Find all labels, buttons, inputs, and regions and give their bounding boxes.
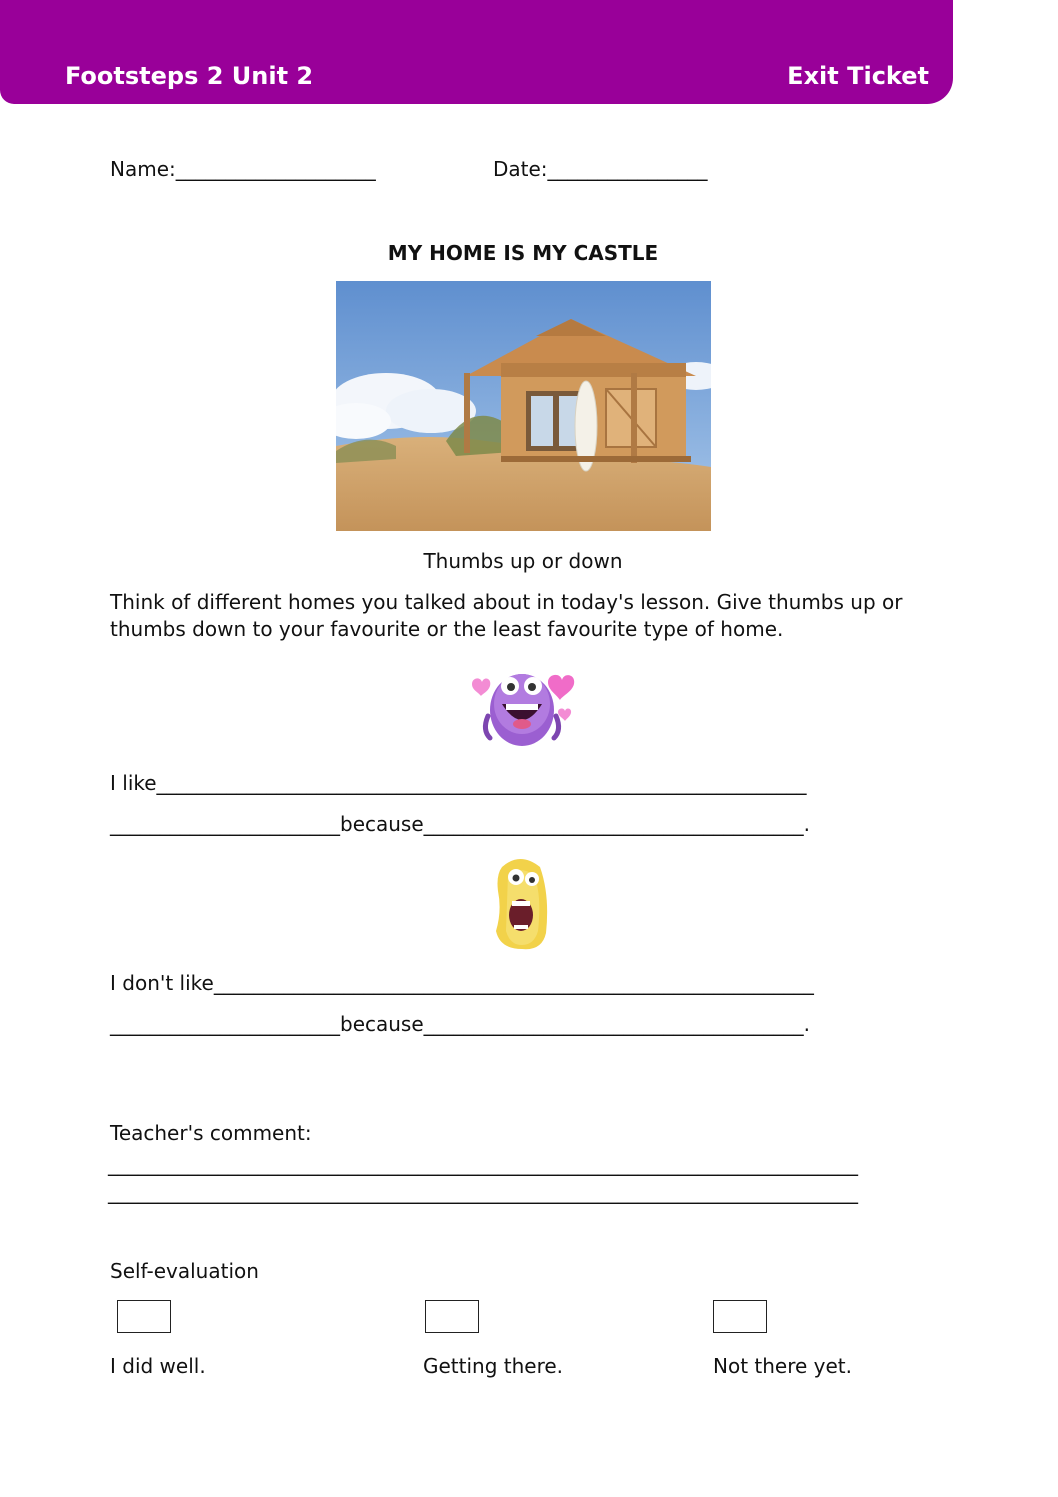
like-because-line[interactable]: _______________________because______________________________________. [110, 812, 811, 836]
dislike-line[interactable]: I don't like____________________________________________________________ [110, 971, 814, 995]
teacher-comment-label: Teacher's comment: [110, 1121, 312, 1145]
self-eval-checkbox-not-yet[interactable] [713, 1300, 767, 1333]
caption: Thumbs up or down [423, 549, 623, 573]
love-monster-icon [470, 664, 578, 750]
self-evaluation-label: Self-evaluation [110, 1259, 259, 1283]
self-eval-option: Not there yet. [713, 1354, 853, 1378]
name-field[interactable]: Name:____________________ [110, 157, 376, 181]
teacher-comment-line[interactable]: ___________________________________________________________________________ [108, 1152, 858, 1176]
dislike-because-line[interactable]: _______________________because______________________________________. [110, 1012, 811, 1036]
header-banner [0, 0, 953, 104]
course-title: Footsteps 2 Unit 2 [65, 62, 314, 90]
self-eval-option: I did well. [110, 1354, 206, 1378]
date-field[interactable]: Date:________________ [493, 157, 708, 181]
page-title: MY HOME IS MY CASTLE [387, 241, 659, 265]
like-line[interactable]: I like_________________________________________________________________ [110, 771, 807, 795]
scared-monster-icon [488, 855, 552, 953]
self-eval-option: Getting there. [423, 1354, 564, 1378]
ticket-label: Exit Ticket [787, 62, 929, 90]
beach-hut-photo [336, 281, 711, 531]
teacher-comment-line[interactable]: ___________________________________________________________________________ [108, 1180, 858, 1204]
self-eval-checkbox-getting-there[interactable] [425, 1300, 479, 1333]
self-eval-checkbox-well[interactable] [117, 1300, 171, 1333]
instructions: Think of different homes you talked about in today's lesson. Give thumbs up or thumbs down to your favourite or the least favourite type of home. [110, 590, 903, 641]
